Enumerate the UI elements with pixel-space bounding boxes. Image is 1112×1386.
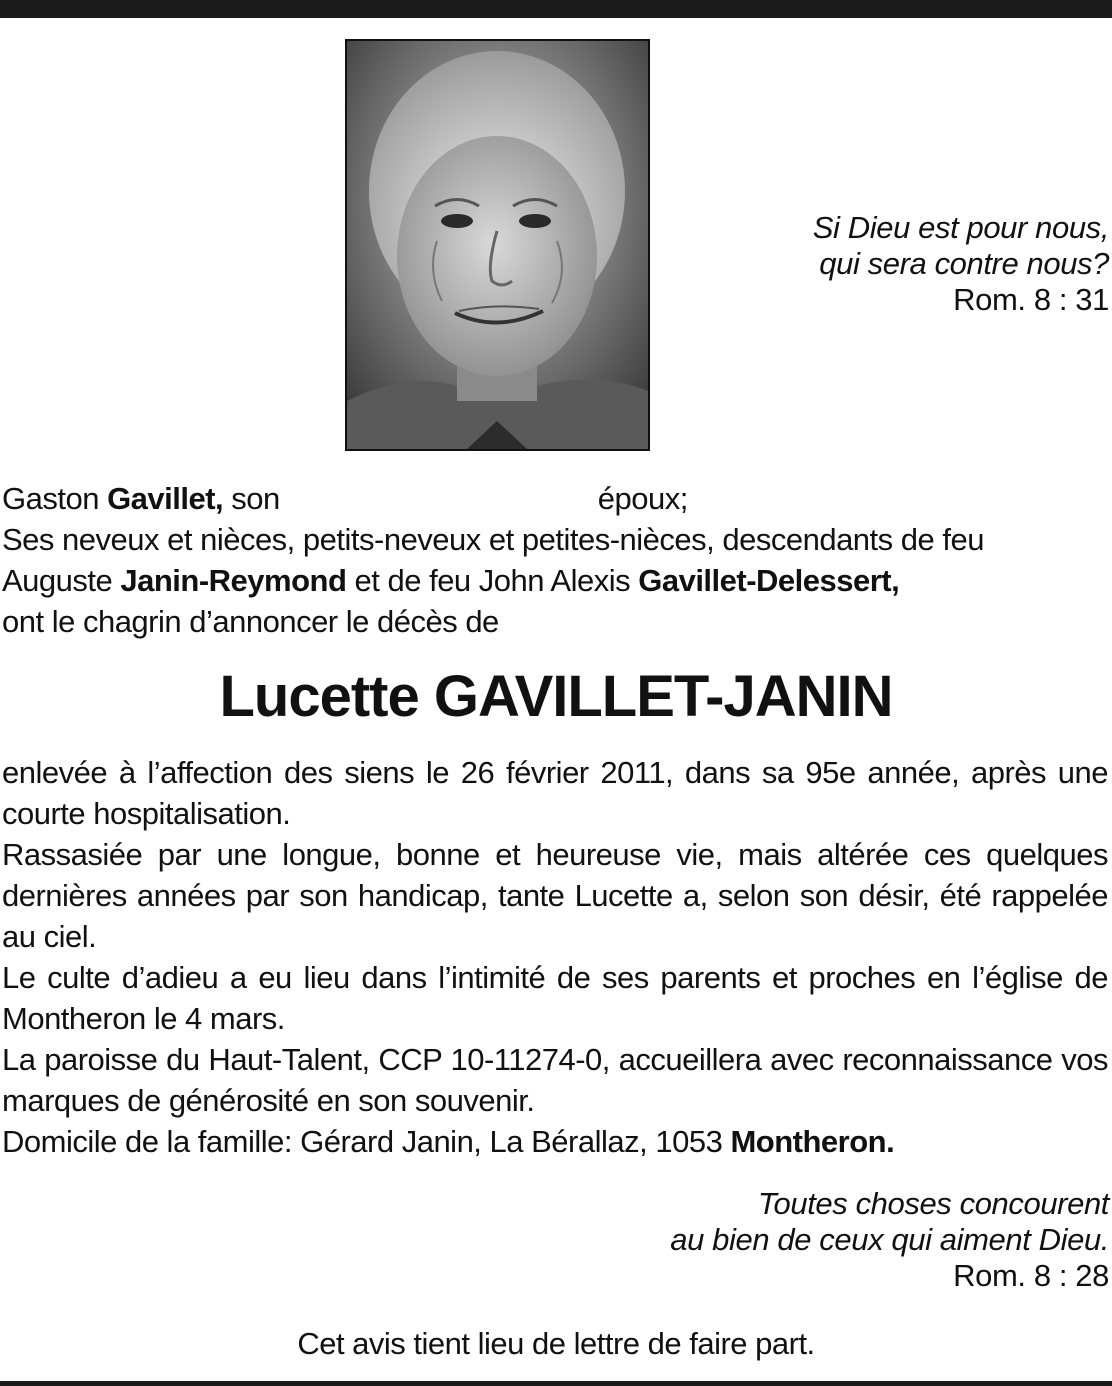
- paragraph-4: La paroisse du Haut-Talent, CCP 10-11274-0, accueillera avec reconnaissance vos marques de générosité en son souvenir.: [2, 1042, 1108, 1118]
- intro-text: époux;: [597, 481, 688, 516]
- verse-top-line-1: Si Dieu est pour nous,: [812, 210, 1109, 245]
- intro-line-4: ont le chagrin d’annoncer le décès de: [2, 604, 499, 639]
- intro-text: et de feu John Alexis: [346, 563, 639, 598]
- paragraph-5: [2, 1121, 1108, 1162]
- intro-line-2: Ses neveux et nièces, petits-neveux et petites-nièces, descendants de feu: [2, 522, 984, 557]
- verse-bottom-line-1: Toutes choses concourent: [757, 1186, 1109, 1221]
- footer-note: Cet avis tient lieu de lettre de faire part.: [297, 1326, 815, 1361]
- surname-bold: Gavillet-Delessert,: [638, 563, 900, 598]
- announcement-body: [2, 752, 1108, 1162]
- intro-line-1: [2, 478, 1108, 519]
- intro-text: Gaston: [2, 481, 108, 516]
- bottom-rule: [0, 1381, 1112, 1386]
- paragraph-3: Le culte d’adieu a eu lieu dans l’intimité de ses parents et proches en l’église de Montheron le 4 mars.: [2, 960, 1108, 1036]
- top-rule: [0, 0, 1112, 18]
- surname-bold: Gavillet,: [107, 481, 224, 516]
- verse-bottom-reference: Rom. 8 : 28: [953, 1258, 1109, 1293]
- intro-text: son: [223, 481, 280, 516]
- address-text: Domicile de la famille: Gérard Janin, La Bérallaz, 1053: [2, 1124, 731, 1159]
- intro-text: Auguste: [2, 563, 121, 598]
- intro-line-3: [2, 560, 1108, 601]
- announcement-intro: [2, 478, 1108, 642]
- place-bold: Montheron.: [730, 1124, 895, 1159]
- deceased-name: Lucette GAVILLET-JANIN: [219, 664, 893, 729]
- portrait-photo: [345, 39, 650, 451]
- bible-verse-top: [813, 210, 1109, 318]
- verse-bottom-line-2: au bien de ceux qui aiment Dieu.: [670, 1222, 1109, 1257]
- surname-bold: Janin-Reymond: [120, 563, 347, 598]
- paragraph-1: enlevée à l’affection des siens le 26 février 2011, dans sa 95e année, après une courte hospitalisation.: [2, 755, 1108, 831]
- bible-verse-bottom: [670, 1186, 1109, 1294]
- paragraph-2: Rassasiée par une longue, bonne et heureuse vie, mais altérée ces quelques dernières années par son handicap, tante Lucette a, selon son désir, été rappelée au ciel.: [2, 837, 1108, 954]
- verse-top-reference: Rom. 8 : 31: [953, 282, 1109, 317]
- verse-top-line-2: qui sera contre nous?: [819, 246, 1109, 281]
